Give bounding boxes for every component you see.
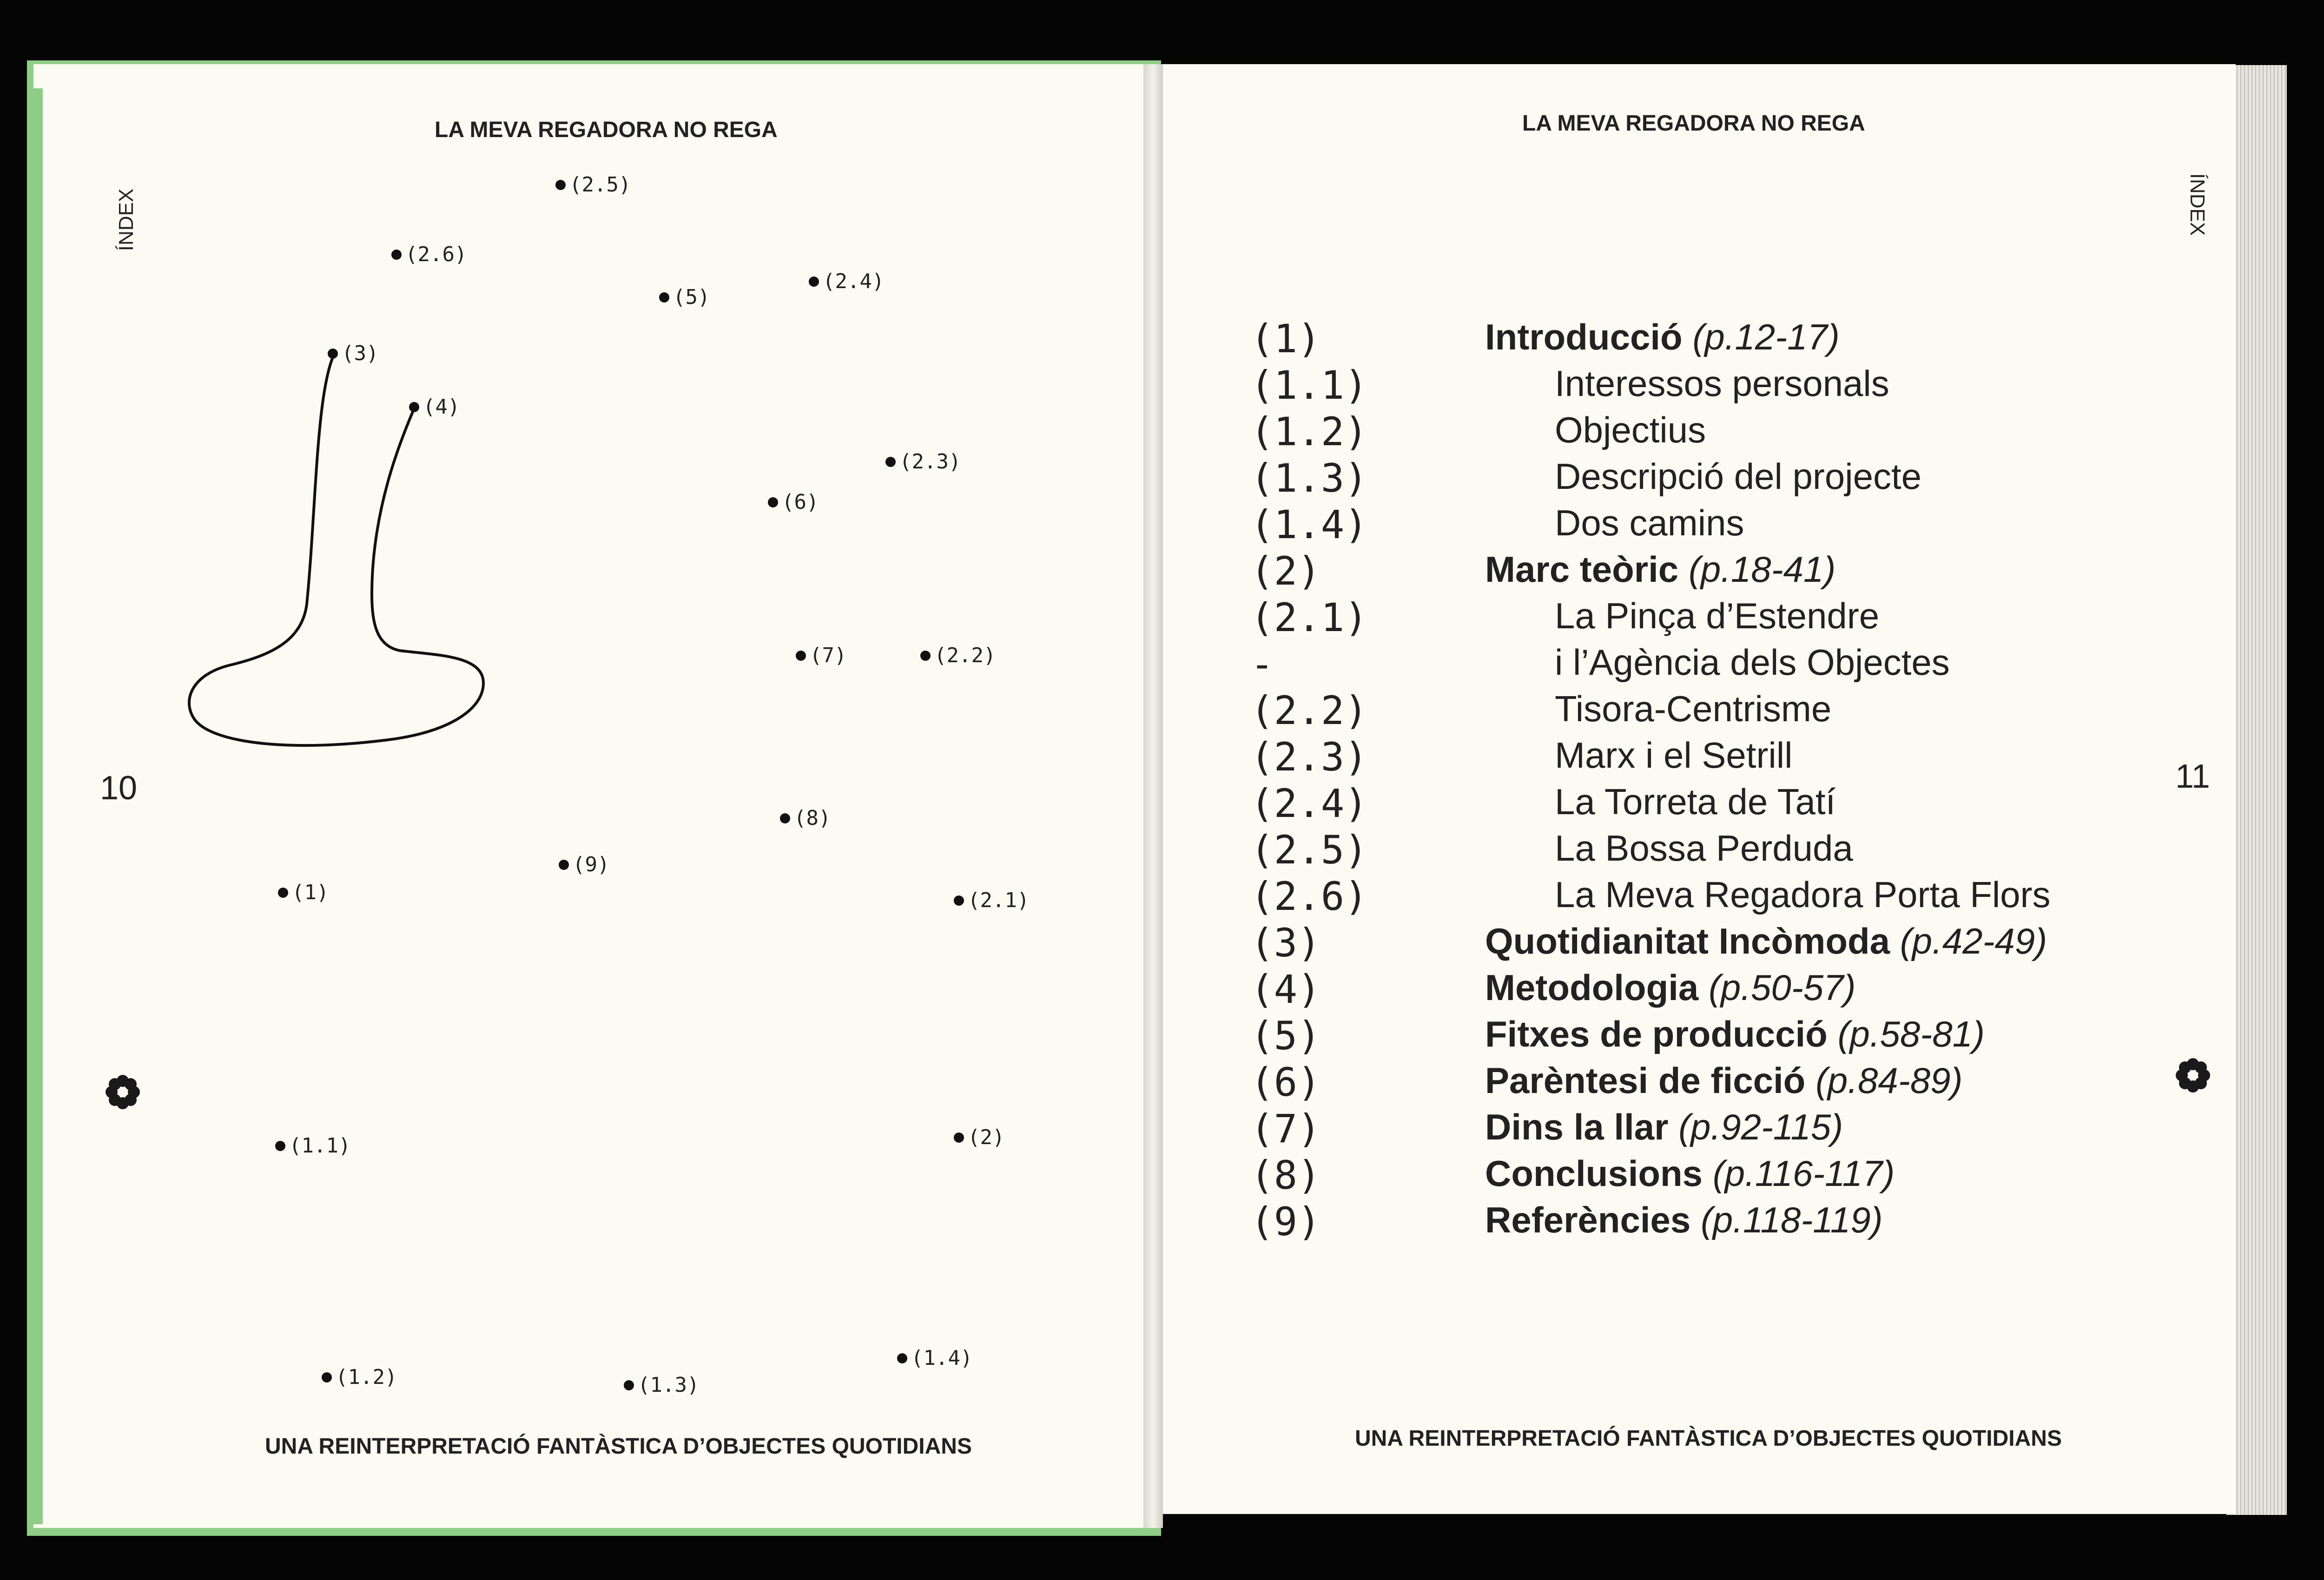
dot-marker (885, 457, 896, 467)
dot-label: (6) (768, 490, 819, 514)
dot-label: (3) (328, 342, 378, 365)
toc-title: Dos camins (1555, 502, 1744, 543)
dot-marker (809, 276, 819, 287)
toc-number: (1.3) (1250, 455, 1368, 501)
dot-marker (796, 651, 806, 661)
toc-number: (3) (1250, 920, 1321, 966)
dot-marker (322, 1372, 332, 1382)
toc-number: - (1250, 641, 1274, 687)
toc-title: Objectius (1555, 409, 1706, 450)
toc-pages: (p.18-41) (1688, 549, 1836, 590)
dot-marker (897, 1353, 907, 1363)
dot-marker (555, 180, 566, 190)
dot-marker (659, 292, 669, 303)
dot-label: (2.6) (391, 243, 467, 266)
toc-number: (5) (1250, 1013, 1321, 1059)
dot-label: (1.2) (322, 1365, 397, 1389)
dot-marker (780, 813, 790, 823)
dot-label: (2.1) (954, 889, 1029, 912)
toc-number: (2.3) (1250, 734, 1368, 780)
toc-title: Introducció (p.12-17) (1485, 316, 1840, 357)
toc-title: i l’Agència dels Objectes (1555, 642, 1950, 683)
dot-label: (2.2) (920, 644, 996, 667)
toc-number: (2.6) (1250, 874, 1368, 919)
toc-number: (2.2) (1250, 688, 1368, 733)
toc-number: (7) (1250, 1106, 1321, 1152)
toc-number: (1) (1250, 316, 1321, 362)
toc-pages: (p.42-49) (1900, 921, 2047, 961)
toc-number: (2.1) (1250, 595, 1368, 640)
toc-number: (6) (1250, 1060, 1321, 1105)
toc-number: (1.4) (1250, 502, 1368, 547)
toc-title: Tisora-Centrisme (1555, 688, 1832, 729)
dot-label: (1.1) (275, 1134, 350, 1158)
toc-title: La Meva Regadora Porta Flors (1555, 874, 2051, 915)
toc-number: (2.4) (1250, 781, 1368, 826)
toc-pages: (p.50-57) (1708, 967, 1856, 1008)
dot-marker (954, 1132, 964, 1143)
dot-label: (4) (409, 395, 460, 419)
dot-marker (278, 888, 288, 898)
dot-marker (275, 1141, 285, 1151)
dot-label: (5) (659, 285, 710, 309)
green-page-edge (33, 88, 43, 1524)
right-header-title: LA MEVA REGADORA NO REGA (1522, 111, 1865, 136)
left-page-number: 10 (100, 770, 138, 807)
right-page-number: 11 (2175, 758, 2210, 795)
toc-pages: (p.84-89) (1815, 1060, 1963, 1101)
right-footer-subtitle: UNA REINTERPRETACIÓ FANTÀSTICA D’OBJECTES QUOTIDIANS (1355, 1426, 2062, 1451)
dot-marker (328, 349, 338, 359)
toc-title: Parèntesi de ficció (p.84-89) (1485, 1060, 1963, 1101)
toc-title: Marc teòric (p.18-41) (1485, 549, 1836, 590)
right-side-label: ÍNDEX (2186, 173, 2209, 236)
toc-number: (4) (1250, 967, 1321, 1012)
dot-label: (1.3) (624, 1373, 699, 1397)
toc-number: (2.5) (1250, 827, 1368, 873)
dot-label: (8) (780, 806, 831, 830)
toc-title: Dins la llar (p.92-115) (1485, 1106, 1843, 1147)
dot-marker (768, 497, 778, 507)
dot-marker (954, 895, 964, 906)
toc-number: (1.2) (1250, 409, 1368, 454)
dot-marker (409, 402, 419, 412)
toc-number: (1.1) (1250, 362, 1368, 408)
dot-label: (2.5) (555, 173, 631, 197)
toc-title: Quotidianitat Incòmoda (p.42-49) (1485, 921, 2047, 961)
dot-label: (1.4) (897, 1346, 972, 1370)
toc-title: Interessos personals (1555, 363, 1889, 404)
toc-pages: (p.116-117) (1712, 1153, 1895, 1194)
toc-title: Descripció del projecte (1555, 456, 1922, 497)
dot-marker (624, 1380, 634, 1390)
toc-title: La Pinça d’Estendre (1555, 595, 1880, 636)
toc-pages: (p.118-119) (1700, 1199, 1883, 1240)
toc-title: Metodologia (p.50-57) (1485, 967, 1856, 1008)
toc-pages: (p.58-81) (1837, 1014, 1985, 1054)
dot-marker (391, 250, 402, 260)
toc-title: Conclusions (p.116-117) (1485, 1153, 1895, 1194)
toc-title: La Torreta de Tatí (1555, 781, 1836, 822)
left-header-title: LA MEVA REGADORA NO REGA (435, 118, 778, 142)
toc-pages: (p.92-115) (1678, 1106, 1843, 1147)
dot-marker (920, 651, 931, 661)
left-footer-subtitle: UNA REINTERPRETACIÓ FANTÀSTICA D’OBJECTES QUOTIDIANS (265, 1434, 972, 1459)
dot-label: (9) (559, 853, 609, 876)
toc-title: Fitxes de producció (p.58-81) (1485, 1014, 1985, 1054)
toc-number: (2) (1250, 548, 1321, 594)
left-side-label: ÍNDEX (115, 188, 138, 251)
book-gutter (1143, 64, 1163, 1528)
dot-marker (559, 860, 569, 870)
flower-icon (105, 1074, 140, 1110)
flower-icon (2175, 1058, 2211, 1093)
toc-pages: (p.12-17) (1692, 316, 1840, 357)
toc-number: (9) (1250, 1199, 1321, 1244)
dot-label: (1) (278, 881, 329, 904)
toc-number: (8) (1250, 1152, 1321, 1198)
toc-title: Marx i el Setrill (1555, 735, 1793, 776)
toc-title: La Bossa Perduda (1555, 828, 1853, 869)
left-page (33, 64, 1149, 1528)
toc-title: Referències (p.118-119) (1485, 1199, 1883, 1240)
dot-label: (2.4) (809, 270, 884, 293)
dot-label: (7) (796, 644, 846, 667)
dot-label: (2.3) (885, 450, 961, 474)
dot-label: (2) (954, 1126, 1004, 1149)
